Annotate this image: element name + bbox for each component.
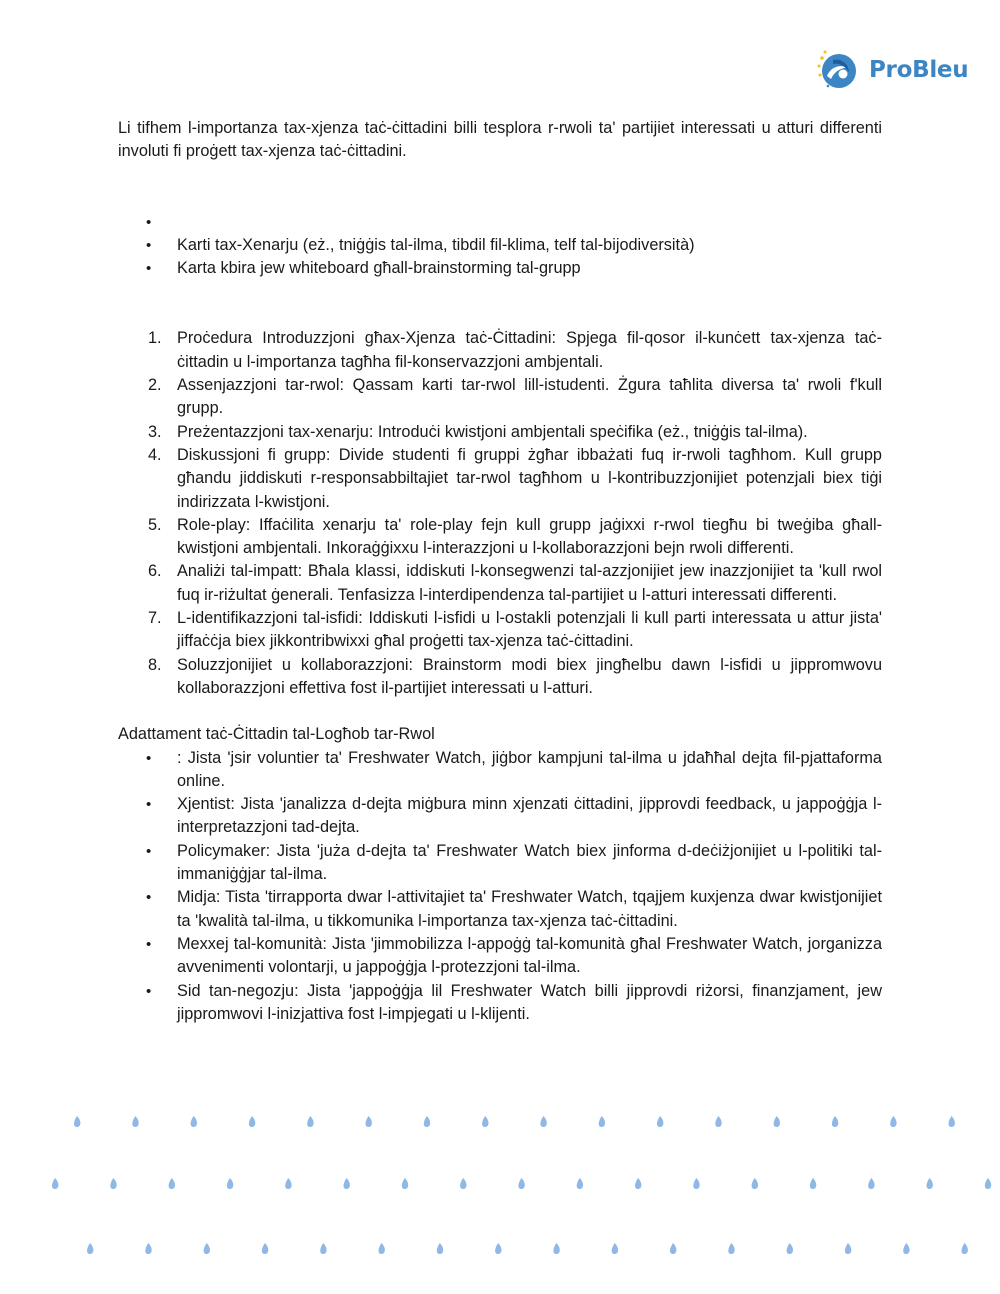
water-drop-icon: [728, 1243, 734, 1254]
water-drop-icon: [553, 1243, 559, 1254]
logo-text: ProBleu: [869, 57, 969, 83]
bullet-icon: •: [146, 982, 152, 1000]
water-drop-icon: [87, 1243, 93, 1254]
water-drop-icon: [540, 1116, 546, 1127]
bullet-icon: •: [146, 796, 152, 814]
bullet-icon: •: [146, 889, 152, 907]
section-heading: Adattament taċ-Ċittadin tal-Logħob tar-Rwol: [118, 725, 435, 744]
list-item: • Karti tax-Xenarju (eż., tniġġis tal-ilma, tibdil fil-klima, telf tal-bijodiversità): [118, 234, 882, 257]
list-item: • Mexxej tal-komunità: Jista 'jimmobilizza l-appoġġ tal-komunità għal Freshwater Watch, jorganizza avvenimenti volontarji, u jappoġġja l-protezzjoni tal-ilma.: [146, 934, 882, 977]
step-item: 8. Soluzzjonijiet u kollaborazzjoni: Brainstorm modi biex jingħelbu dawn l-isfidi u jippromwovu kollaborazzjoni effettiva fost il-partijiet interessati u l-atturi.: [148, 655, 882, 697]
water-drop-icon: [402, 1178, 408, 1189]
water-drop-icon: [495, 1243, 501, 1254]
step-item: 1. Proċedura Introduzzjoni għax-Xjenza taċ-Ċittadini: Spjega fil-qosor il-kunċett tax-xjenza taċ-ċittadin u l-importanza tagħha fil-konservazzjoni ambjentali.: [148, 329, 882, 371]
water-drop-icon: [752, 1178, 758, 1189]
water-drop-icon: [903, 1243, 909, 1254]
list-item: • Sid tan-negozju: Jista 'jappoġġja lil Freshwater Watch billi jipprovdi riżorsi, finanzjament, jew jippromwovi l-inizjattiva fost l-impjegati u l-klijenti.: [146, 981, 882, 1023]
water-drop-icon: [810, 1178, 816, 1189]
water-drop-icon: [74, 1116, 80, 1127]
water-drop-icon: [204, 1243, 210, 1254]
list-item: • Karta kbira jew whiteboard għall-brainstorming tal-grupp: [118, 257, 882, 280]
intro-paragraph: Li tifhem l-importanza tax-xjenza taċ-ċittadini billi tesplora r-rwoli ta' partijiet interessati u atturi differenti involuti fi proġett tax-xjenza taċ-ċittadini.: [118, 119, 882, 161]
water-drop-icon: [437, 1243, 443, 1254]
water-drop-icon: [285, 1178, 291, 1189]
procedure-steps: [118, 327, 882, 700]
water-drop-icon: [482, 1116, 488, 1127]
water-drop-icon: [949, 1116, 955, 1127]
water-drop-icon: [460, 1178, 466, 1189]
step-item: 5. Role-play: Iffaċilita xenarju ta' role-play fejn kull grupp jaġixxi r-rwol tiegħu bi tweġiba għall-kwistjoni ambjentali. Inkoraġġixxu l-interazzjoni u l-kollaborazzjoni bejn rwoli differenti.: [148, 515, 882, 558]
document-body: [118, 117, 882, 1026]
water-drop-icon: [132, 1116, 138, 1127]
water-drop-icon: [985, 1178, 991, 1189]
water-drop-icon: [366, 1116, 372, 1127]
water-drop-icon: [962, 1243, 968, 1254]
bullet-icon: •: [146, 213, 152, 231]
water-drop-decoration: [0, 1110, 1000, 1260]
step-item: 3. Preżentazzjoni tax-xenarju: Introduċi kwistjoni ambjentali speċifika (eż., tniġġis tal-ilma).: [148, 422, 808, 441]
step-item: 6. Analiżi tal-impatt: Bħala klassi, iddiskuti l-konsegwenzi tal-azzjonijiet jew inazzjonijiet ta 'kull rwol fuq ir-riżultat ġenerali. Tenfasizza l-interdipendenza tal-partijiet u l-atturi interessati differenti.: [148, 562, 882, 604]
bullet-icon: •: [146, 749, 152, 767]
water-drop-icon: [52, 1178, 58, 1189]
water-drop-icon: [670, 1243, 676, 1254]
step-item: 4. Diskussjoni fi grupp: Divide studenti fi gruppi żgħar ibbażati fuq ir-rwoli tagħhom. Kull grupp għandu jiddiskuti r-responsabbiltajiet tar-rwol tagħhom u l-kontribuzzjonijiet potenzjali biex tiġi indirizzata l-kwistjoni.: [148, 445, 882, 511]
step-item: 7. L-identifikazzjoni tal-isfidi: Iddiskuti l-isfidi u l-ostakli potenzjali li kull parti interessata u attur jista' jiffaċċja biex jikkontribwixxi għal proġetti tax-xjenza taċ-ċittadini.: [148, 609, 882, 651]
water-drop-icon: [262, 1243, 268, 1254]
water-drop-icon: [845, 1243, 851, 1254]
water-drop-icon: [145, 1243, 151, 1254]
list-item: • : Jista 'jsir voluntier ta' Freshwater Watch, jiġbor kampjuni tal-ilma u jdaħħal dejta fil-pjattaforma online.: [146, 748, 882, 790]
water-drop-icon: [868, 1178, 874, 1189]
water-drop-icon: [307, 1116, 313, 1127]
roles-list: [118, 747, 882, 1027]
list-item: [118, 211, 882, 234]
water-drop-icon: [657, 1116, 663, 1127]
bullet-icon: •: [146, 260, 152, 278]
water-drop-icon: [518, 1178, 524, 1189]
water-drop-icon: [320, 1243, 326, 1254]
bullet-icon: •: [146, 935, 152, 953]
water-drop-icon: [832, 1116, 838, 1127]
list-item: • Xjentist: Jista 'janalizza d-dejta miġbura minn xjenzati ċittadini, jipprovdi feedback, u jappoġġja l-interpretazzjoni tad-dejta.: [146, 795, 882, 837]
water-drop-icon: [344, 1178, 350, 1189]
water-drop-icon: [612, 1243, 618, 1254]
probleu-logo-icon: [815, 46, 863, 94]
list-item: • Midja: Tista 'tirrapporta dwar l-attivitajiet ta' Freshwater Watch, tqajjem kuxjenza dwar kwistjonijiet ta 'kwalità tal-ilma, u tikkomunika l-importanza tax-xjenza taċ-ċittadini.: [146, 888, 882, 930]
water-drop-icon: [379, 1243, 385, 1254]
water-drop-icon: [635, 1178, 641, 1189]
water-drop-icon: [787, 1243, 793, 1254]
water-drop-icon: [715, 1116, 721, 1127]
water-drop-icon: [693, 1178, 699, 1189]
water-drop-icon: [169, 1178, 175, 1189]
water-drop-icon: [249, 1116, 255, 1127]
water-drop-icon: [774, 1116, 780, 1127]
water-drop-icon: [599, 1116, 605, 1127]
water-drop-icon: [927, 1178, 933, 1189]
water-drop-icon: [577, 1178, 583, 1189]
water-drop-icon: [110, 1178, 116, 1189]
water-drop-icon: [227, 1178, 233, 1189]
water-drop-icon: [890, 1116, 896, 1127]
list-item: • Policymaker: Jista 'juża d-dejta ta' Freshwater Watch biex jinforma d-deċiżjonijiet u l-politiki tal-immaniġġjar tal-ilma.: [146, 841, 882, 884]
bullet-icon: •: [146, 842, 152, 860]
bullet-icon: •: [146, 236, 152, 254]
probleu-logo: [815, 46, 968, 94]
step-item: 2. Assenjazzjoni tar-rwol: Qassam karti tar-rwol lill-istudenti. Żgura taħlita diversa ta' rwoli f'kull grupp.: [148, 376, 882, 418]
materials-list: [118, 211, 882, 281]
water-drop-icon: [191, 1116, 197, 1127]
water-drop-icon: [424, 1116, 430, 1127]
